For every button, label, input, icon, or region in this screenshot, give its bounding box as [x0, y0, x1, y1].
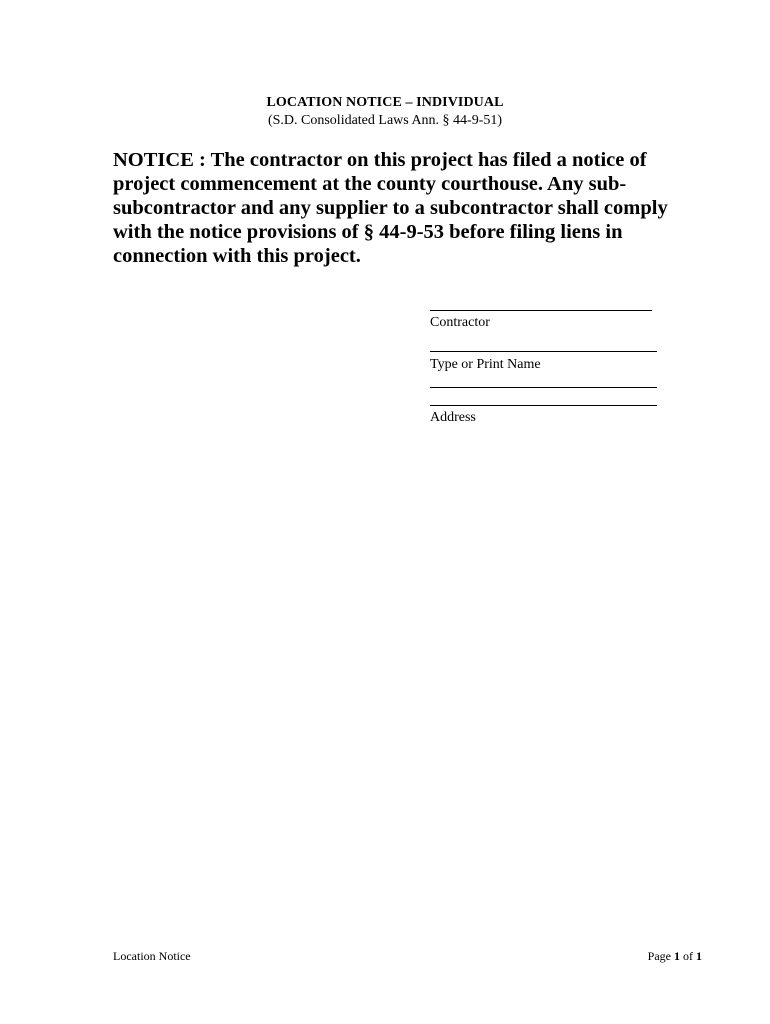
notice-paragraph: NOTICE : The contractor on this project has filed a notice of project commencement at the county courthouse. Any sub-subcontractor and any supplier to a subcontractor shall comply with the notice provisions of § 44-9-53 before filing liens in connection with this project.: [113, 149, 668, 267]
print-name-label: Type or Print Name: [430, 357, 541, 372]
document-title: LOCATION NOTICE – INDIVIDUAL: [266, 95, 504, 110]
page-total: 1: [696, 949, 702, 963]
contractor-label: Contractor: [430, 315, 490, 330]
page-of: of: [683, 949, 693, 963]
address-line-1: [430, 387, 657, 388]
print-name-line-start: [430, 351, 476, 352]
page-prefix: Page: [647, 949, 671, 963]
print-name-line: [476, 351, 657, 352]
page-current: 1: [674, 949, 680, 963]
statute-citation: (S.D. Consolidated Laws Ann. § 44-9-51): [267, 113, 503, 128]
footer-page-number: [648, 949, 702, 964]
address-label: Address: [430, 410, 476, 425]
contractor-signature-line: [430, 310, 652, 311]
footer-document-name: Location Notice: [113, 949, 191, 963]
address-line-2: [430, 405, 657, 406]
